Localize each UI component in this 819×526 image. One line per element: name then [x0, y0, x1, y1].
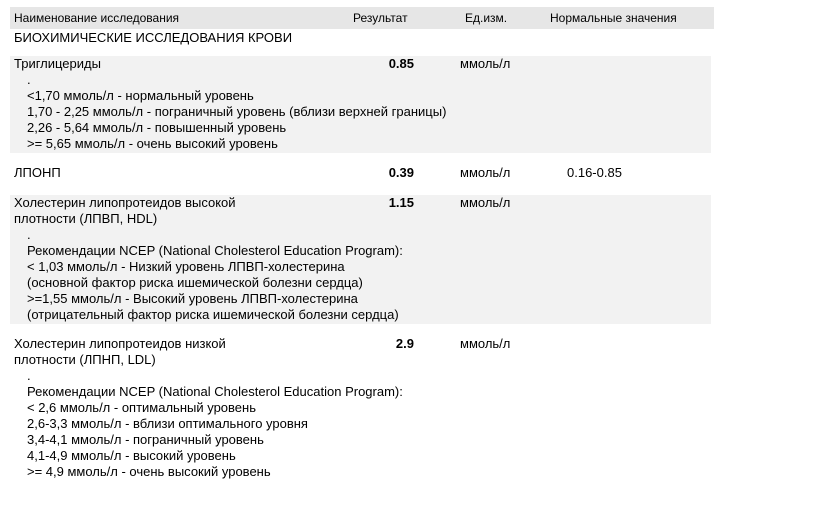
- note-line: (отрицательный фактор риска ишемической болезни сердца): [27, 307, 399, 322]
- row-unit: ммоль/л: [460, 336, 511, 351]
- row-unit: ммоль/л: [460, 165, 511, 180]
- row-result: 0.85: [388, 56, 414, 71]
- row-unit: ммоль/л: [460, 56, 511, 71]
- row-name: Триглицериды: [14, 56, 101, 71]
- row-name-line2: плотности (ЛПВП, HDL): [14, 211, 158, 226]
- note-line: >= 4,9 ммоль/л - очень высокий уровень: [27, 464, 271, 479]
- header-unit: Ед.изм.: [465, 11, 508, 25]
- row-result: 0.39: [388, 165, 414, 180]
- header-result: Результат: [353, 11, 408, 25]
- note-line: .: [27, 227, 31, 242]
- row-unit: ммоль/л: [460, 195, 511, 210]
- section-title: БИОХИМИЧЕСКИЕ ИССЛЕДОВАНИЯ КРОВИ: [14, 30, 293, 45]
- note-line: Рекомендации NCEP (National Cholesterol Education Program):: [27, 384, 403, 399]
- note-line: < 1,03 ммоль/л - Низкий уровень ЛПВП-холестерина: [27, 259, 345, 274]
- row-name-line2: плотности (ЛПНП, LDL): [14, 352, 156, 367]
- note-line: 2,6-3,3 ммоль/л - вблизи оптимального уровня: [27, 416, 308, 431]
- note-line: 1,70 - 2,25 ммоль/л - пограничный уровень (вблизи верхней границы): [27, 104, 447, 119]
- note-line: .: [27, 72, 31, 87]
- row-notes: [27, 368, 403, 480]
- row-notes: [27, 72, 446, 152]
- note-line: 3,4-4,1 ммоль/л - пограничный уровень: [27, 432, 264, 447]
- row-name: Холестерин липопротеидов высокой: [14, 195, 236, 210]
- row-name: Холестерин липопротеидов низкой: [14, 336, 226, 351]
- note-line: Рекомендации NCEP (National Cholesterol Education Program):: [27, 243, 403, 258]
- note-line: >=1,55 ммоль/л - Высокий уровень ЛПВП-холестерина: [27, 291, 358, 306]
- note-line: < 2,6 ммоль/л - оптимальный уровень: [27, 400, 256, 415]
- row-result: 1.15: [388, 195, 414, 210]
- header-norm: Нормальные значения: [550, 11, 677, 25]
- note-line: (основной фактор риска ишемической болезни сердца): [27, 275, 363, 290]
- note-line: 4,1-4,9 ммоль/л - высокий уровень: [27, 448, 236, 463]
- table-header: [10, 7, 714, 29]
- note-line: >= 5,65 ммоль/л - очень высокий уровень: [27, 136, 278, 151]
- row-norm: 0.16-0.85: [567, 165, 622, 180]
- row-notes: [27, 227, 403, 323]
- note-line: 2,26 - 5,64 ммоль/л - повышенный уровень: [27, 120, 287, 135]
- note-line: .: [27, 368, 31, 383]
- row-result: 2.9: [395, 336, 414, 351]
- header-name: Наименование исследования: [14, 11, 180, 25]
- row-name: ЛПОНП: [14, 165, 61, 180]
- note-line: <1,70 ммоль/л - нормальный уровень: [27, 88, 254, 103]
